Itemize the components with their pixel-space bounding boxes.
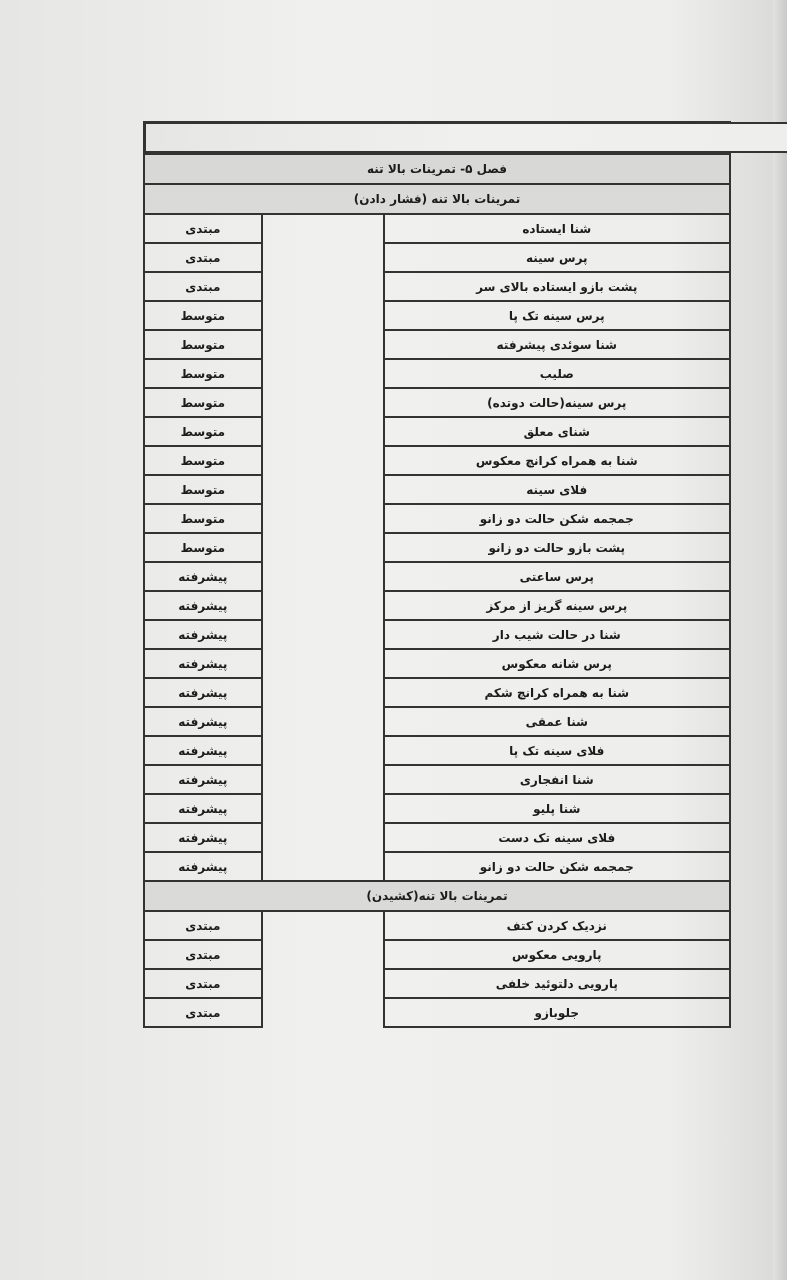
exercise-name-cell: پارویی دلتوئید خلفی	[384, 969, 730, 998]
table-row	[144, 214, 730, 243]
exercise-name-cell: پشت بازو ایستاده بالای سر	[384, 272, 730, 301]
level-cell: پیشرفته	[144, 794, 262, 823]
table-row	[144, 736, 730, 765]
exercise-name-cell: شنا سوئدی پیشرفته	[384, 330, 730, 359]
table-row	[144, 852, 730, 881]
level-cell: متوسط	[144, 533, 262, 562]
table-row	[144, 388, 730, 417]
table-row	[144, 998, 730, 1027]
exercise-name-cell: جمجمه شکن حالت دو زانو	[384, 504, 730, 533]
chapter-title: فصل ۵- تمرینات بالا تنه	[144, 154, 730, 184]
level-cell: متوسط	[144, 504, 262, 533]
level-cell: پیشرفته	[144, 736, 262, 765]
level-cell: متوسط	[144, 417, 262, 446]
section-title: تمرینات بالا تنه (فشار دادن)	[144, 184, 730, 214]
level-cell: پیشرفته	[144, 852, 262, 881]
table-row	[144, 765, 730, 794]
level-cell: مبتدی	[144, 911, 262, 940]
section-title-row	[144, 184, 730, 214]
table-row	[144, 794, 730, 823]
level-cell: پیشرفته	[144, 649, 262, 678]
section-title: تمرینات بالا تنه(کشیدن)	[144, 881, 730, 911]
table-row	[144, 591, 730, 620]
level-cell: پیشرفته	[144, 562, 262, 591]
exercise-name-cell: شنا ایستاده	[384, 214, 730, 243]
level-cell: پیشرفته	[144, 823, 262, 852]
page-number-cell	[144, 122, 787, 153]
table-row	[144, 678, 730, 707]
exercise-name-cell: فلای سینه تک پا	[384, 736, 730, 765]
level-cell: متوسط	[144, 475, 262, 504]
table-row	[144, 359, 730, 388]
level-cell: پیشرفته	[144, 707, 262, 736]
table-row	[144, 504, 730, 533]
table-row	[144, 649, 730, 678]
exercise-name-cell: شنای معلق	[384, 417, 730, 446]
exercise-name-cell: شنا به همراه کرانچ شکم	[384, 678, 730, 707]
table-row	[144, 301, 730, 330]
table-row	[144, 620, 730, 649]
exercise-name-cell: پشت بازو حالت دو زانو	[384, 533, 730, 562]
table-row	[144, 243, 730, 272]
exercise-name-cell: فلای سینه تک دست	[384, 823, 730, 852]
level-cell: متوسط	[144, 301, 262, 330]
level-cell: متوسط	[144, 359, 262, 388]
table-row	[144, 533, 730, 562]
level-cell: پیشرفته	[144, 765, 262, 794]
section-title-row	[144, 881, 730, 911]
table-row	[144, 446, 730, 475]
level-cell: پیشرفته	[144, 591, 262, 620]
table-row	[144, 272, 730, 301]
exercise-name-cell: پرس سینه گریز از مرکز	[384, 591, 730, 620]
table-row	[144, 707, 730, 736]
exercise-name-cell: شنا در حالت شیب دار	[384, 620, 730, 649]
level-cell: مبتدی	[144, 272, 262, 301]
table-row	[144, 330, 730, 359]
table-row	[144, 562, 730, 591]
level-cell: متوسط	[144, 330, 262, 359]
exercise-name-cell: پرس سینه(حالت دوتده)	[384, 388, 730, 417]
exercise-name-cell: پرس سینه تک پا	[384, 301, 730, 330]
level-cell: پیشرفته	[144, 620, 262, 649]
level-cell: مبتدی	[144, 214, 262, 243]
table-row	[144, 417, 730, 446]
level-cell: مبتدی	[144, 998, 262, 1027]
exercise-table	[143, 121, 731, 1028]
chapter-title-row	[144, 154, 730, 184]
level-cell: پیشرفته	[144, 678, 262, 707]
level-cell: مبتدی	[144, 243, 262, 272]
level-cell: مبتدی	[144, 969, 262, 998]
exercise-name-cell: شنا انفجاری	[384, 765, 730, 794]
exercise-name-cell: شنا پلیو	[384, 794, 730, 823]
exercise-name-cell: پارویی معکوس	[384, 940, 730, 969]
exercise-name-cell: جمجمه شکن حالت دو زانو	[384, 852, 730, 881]
table-row	[144, 823, 730, 852]
table-row	[144, 911, 730, 940]
table-row	[144, 940, 730, 969]
exercise-name-cell: پرس شانه معکوس	[384, 649, 730, 678]
exercise-name-cell: جلوبازو	[384, 998, 730, 1027]
page-edge	[773, 0, 787, 1280]
exercise-name-cell: نزدیک کردن کتف	[384, 911, 730, 940]
table-row	[144, 969, 730, 998]
table-row	[144, 475, 730, 504]
exercise-name-cell: شنا به همراه کرانچ معکوس	[384, 446, 730, 475]
table-body	[144, 154, 730, 1027]
level-cell: متوسط	[144, 446, 262, 475]
exercise-name-cell: پرس ساعتی	[384, 562, 730, 591]
exercise-name-cell: صلیب	[384, 359, 730, 388]
exercise-name-cell: فلای سینه	[384, 475, 730, 504]
level-cell: متوسط	[144, 388, 262, 417]
level-cell: مبتدی	[144, 940, 262, 969]
exercise-name-cell: شنا عمقی	[384, 707, 730, 736]
exercise-name-cell: پرس سینه	[384, 243, 730, 272]
